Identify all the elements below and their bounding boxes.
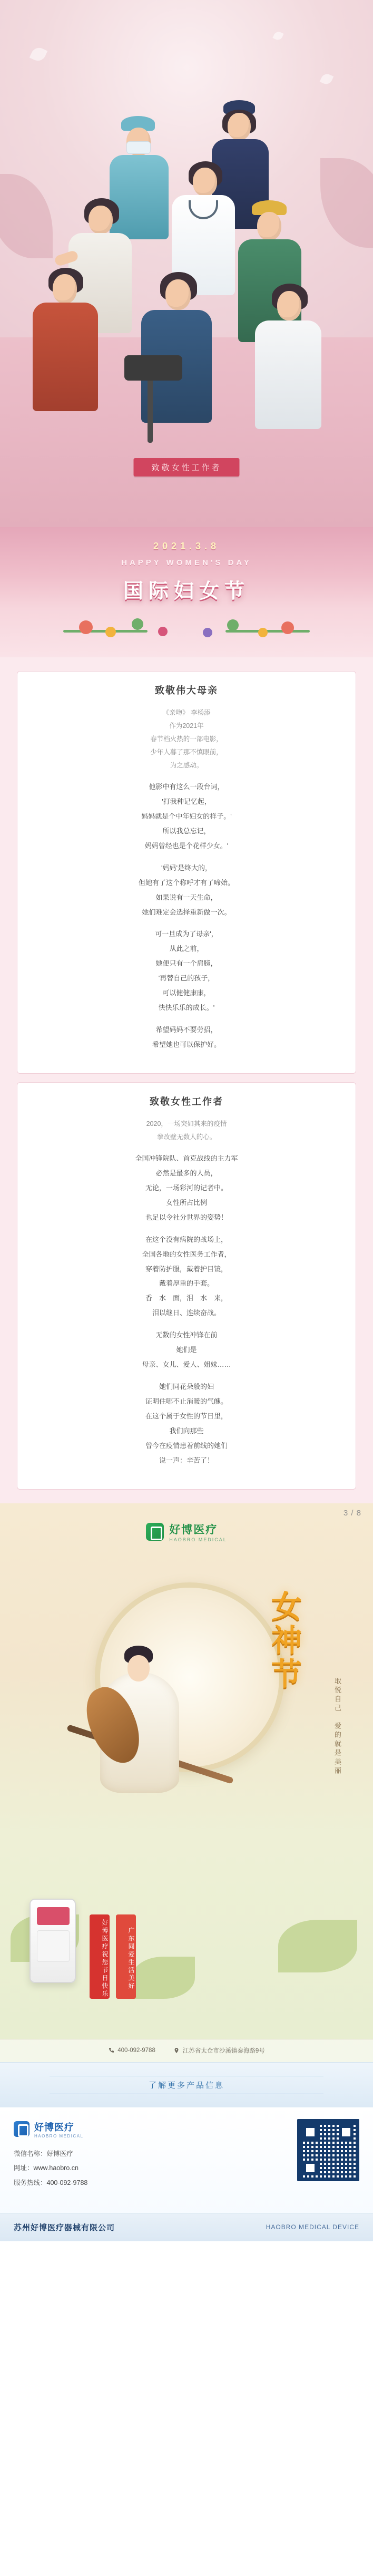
poem1-meta: [31, 706, 342, 772]
poem-line: 香 水 面，泪 水 来，: [145, 1294, 228, 1302]
poem-line: 妈妈曾经也是个花样少女。': [144, 841, 229, 850]
poem2-stanza: [31, 1151, 342, 1225]
flower-decor: [79, 620, 93, 634]
poem-line: 但她有了这个称呼才有了啼始。: [138, 878, 234, 887]
floral-divider: [0, 609, 373, 657]
footer-brand: [14, 2120, 87, 2138]
figure-scientist: [242, 279, 337, 438]
poem-line: '再替自己的孩子，: [158, 974, 215, 983]
poster-footer: [0, 2039, 373, 2062]
poem-line: 从此之前，: [169, 945, 204, 953]
poem-line: 快快乐乐的成长。': [158, 1004, 215, 1012]
poem1-meta-line: 为之感动。: [170, 762, 203, 769]
haobro-logo-icon: [146, 1523, 164, 1541]
poem-line: 他影中有这么一段台词，: [149, 783, 224, 791]
poem-line: 她们难定会选择重新做一次。: [142, 908, 231, 916]
poster-side-text: 取悦自己 爱的就是美丽: [333, 1677, 341, 1776]
poem-line: 所以我总忘记，: [162, 827, 211, 835]
device-screen: [37, 1907, 70, 1925]
poem-line: 我们向那些: [169, 1426, 204, 1435]
haobro-logo-icon: [14, 2121, 30, 2137]
face: [89, 206, 113, 234]
poster-headline: 女神节: [267, 1590, 301, 1692]
goddess-day-poster: [0, 1503, 373, 2062]
poem-line: 全国各地的女性医务工作者，: [142, 1250, 231, 1258]
qr-code-pattern: [301, 2123, 356, 2178]
poem1-stanza: [31, 861, 342, 920]
footer-hotline: 服务热线：400-092-9788: [14, 2179, 88, 2186]
poster-banner-left: 好博医疗祝您节日快乐: [90, 1914, 110, 1999]
face: [257, 212, 281, 240]
event-title-chinese: 国际妇女节: [123, 580, 250, 602]
poem2-meta-line: 2020，一场突如其来的疫情: [146, 1120, 227, 1127]
event-date: 2021.3.8: [153, 541, 220, 551]
stem-decor: [225, 630, 310, 633]
footer-website[interactable]: 网址：www.haobro.cn: [14, 2164, 78, 2172]
face: [277, 291, 301, 320]
poster-phone: [108, 2047, 155, 2054]
footer-brand-en: HAOBRO MEDICAL: [34, 2133, 84, 2138]
poem2-stanza: [31, 1232, 342, 1321]
poem1-meta-line: 少年人暮了那不慎眼前，: [150, 749, 223, 756]
poster-brand: [0, 1521, 373, 1542]
poem1-title: 致敬伟大母亲: [155, 685, 218, 696]
poem-line: 妈妈就是个中年妇女的样子。': [141, 812, 232, 820]
flower-decor: [281, 621, 294, 634]
poem-line: 穿着防护服，戴着护目镜，: [145, 1265, 228, 1273]
women-figures-group: [0, 95, 373, 464]
page-number: 3 / 8: [343, 1508, 361, 1518]
flower-decor: [227, 619, 239, 631]
poem-line: 无论，一场彩河的记者中。: [145, 1183, 228, 1192]
poem2-stanza: [31, 1328, 342, 1372]
flower-decor: [105, 627, 116, 637]
poem-section: [0, 657, 373, 1503]
poem2-meta-line: 拳改壁无数人的心。: [156, 1133, 217, 1141]
camera-icon: [124, 355, 182, 381]
flower-decor: [203, 628, 212, 637]
face: [193, 168, 217, 196]
poster-phone-text: 400-092-9788: [117, 2047, 155, 2054]
flower-decor: [258, 628, 268, 637]
qr-finder-pattern: [303, 2125, 318, 2140]
footer: [0, 2107, 373, 2213]
poem-line: 母亲、女儿、爱人、姐妹……: [142, 1360, 231, 1369]
title-block: [0, 527, 373, 609]
poem-line: '妈妈'是终大的，: [161, 863, 212, 872]
footer-info: [14, 2119, 87, 2191]
poster-brand-cn: 好博医疗: [169, 1523, 218, 1536]
flower-decor: [158, 627, 168, 636]
company-name-en: HAOBRO MEDICAL DEVICE: [266, 2223, 359, 2231]
footer-company-bar: [0, 2213, 373, 2241]
poem-line: 全国冲锋院队、首克战线的主力军: [135, 1154, 238, 1162]
phone-icon: [108, 2047, 114, 2054]
face: [127, 1655, 150, 1681]
flower-decor: [132, 618, 143, 630]
poem-line: 如果说有一天生命，: [155, 893, 218, 901]
poem1-meta-line: 春节档火热的一部电影，: [150, 735, 223, 743]
poem1-stanza: [31, 1023, 342, 1052]
poster-address-text: 江苏省太仓市沙溪镇泰海路9号: [182, 2048, 265, 2055]
poem2-meta: [31, 1117, 342, 1144]
poem-line: 戴着厚重的手套。: [159, 1279, 214, 1288]
footer-brand-cn: 好博医疗: [34, 2122, 74, 2133]
poster-address: [173, 2046, 265, 2055]
poem2-stanza: [31, 1379, 342, 1468]
guzheng-lady-illustration: [79, 1635, 200, 1804]
poem-line: '打我种记忆起，: [162, 797, 211, 805]
footer-wechat: 微信名称：好博医疗: [14, 2150, 73, 2157]
farm-clothes: [33, 303, 98, 411]
face: [165, 279, 191, 310]
poem-line: 说一声：辛苦了！: [159, 1456, 214, 1464]
device-panel: [37, 1930, 70, 1962]
poem-line: 希望她也可以保护好。: [152, 1041, 221, 1048]
qr-finder-pattern: [303, 2161, 318, 2175]
poem-line: 也足以令社分世界的姿势！: [145, 1213, 228, 1221]
poem-line: 证明住哪不止消暖的气魄。: [145, 1397, 228, 1405]
cta-label[interactable]: 了解更多产品信息: [148, 2081, 224, 2090]
medical-device-image: [30, 1899, 76, 1983]
lab-coat: [255, 320, 321, 429]
poem-card-workers: [17, 1082, 356, 1490]
poem2-title: 致敬女性工作者: [150, 1096, 223, 1107]
qr-finder-pattern: [339, 2125, 354, 2140]
event-title-english: HAPPY WOMEN'S DAY: [121, 558, 252, 567]
poem-line: 无数的女性冲锋在前: [155, 1331, 218, 1339]
poem-card-mothers: [17, 671, 356, 1074]
poster-brand-en: HAOBRO MEDICAL: [169, 1537, 227, 1542]
poem1-stanza: [31, 927, 342, 1015]
qr-code[interactable]: [297, 2119, 359, 2181]
hero-ribbon: 致敬女性工作者: [133, 458, 239, 477]
face-mask-icon: [126, 141, 151, 154]
poem-line: 她们同花朵般的妇: [159, 1383, 214, 1391]
poem-line: 可以健健康康，: [162, 989, 211, 997]
poem-line: 女性所占比例: [165, 1198, 207, 1207]
poem-line: 在这个属于女性的节日里，: [145, 1412, 228, 1420]
cta-bar[interactable]: [0, 2062, 373, 2107]
lotus-leaf-decor: [132, 1957, 195, 1999]
figure-camera-operator: [95, 343, 232, 459]
company-name-cn: 苏州好博医疗器械有限公司: [14, 2223, 115, 2232]
poem-line: 希望妈妈不要劳招，: [155, 1026, 218, 1034]
poem1-meta-line: 作为2021年: [169, 722, 204, 730]
tripod: [148, 374, 153, 443]
poem1-stanza: [31, 780, 342, 853]
poster-banner-right: 广东同爱生活美好: [116, 1914, 136, 1999]
poem-line: 她便只有一个肩膀，: [155, 959, 218, 968]
location-pin-icon: [173, 2047, 180, 2054]
poem-line: 可一旦成为了母亲'，: [155, 930, 218, 938]
poem1-meta-line: 《亲吻》 李杨添: [162, 709, 211, 716]
poem-line: 她们是: [176, 1346, 197, 1354]
face: [53, 274, 77, 304]
poem-line: 曾今在疫情患着前线的她们: [145, 1441, 228, 1450]
face: [228, 113, 251, 140]
poem-line: 在这个没有病院的战场上，: [145, 1235, 228, 1243]
poem-line: 必然是最多的人员，: [155, 1169, 218, 1177]
poem-line: 泪以继日、连续奋战。: [152, 1309, 221, 1317]
lotus-leaf-decor: [278, 1920, 357, 1972]
hero-illustration: [0, 0, 373, 527]
